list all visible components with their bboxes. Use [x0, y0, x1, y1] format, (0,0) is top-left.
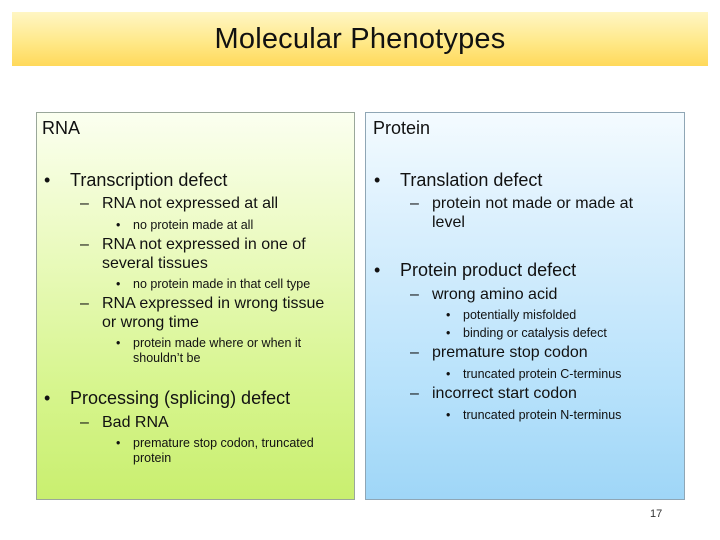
dash-marker: –	[410, 195, 419, 212]
bad-rna-item: Bad RNA	[102, 414, 169, 431]
wrong-amino-acid-item: wrong amino acid	[432, 286, 558, 303]
dash-marker: –	[410, 385, 419, 402]
incorrect-start-codon-item: incorrect start codon	[432, 385, 577, 402]
bullet-marker: •	[446, 308, 451, 322]
bullet-marker: •	[446, 367, 451, 381]
slide-title: Molecular Phenotypes	[214, 22, 506, 55]
protein-product-defect-item: Protein product defect	[400, 260, 577, 280]
protein-heading: Protein	[373, 118, 431, 138]
slide-title-bar	[12, 12, 708, 66]
transcription-defect-item: Transcription defect	[70, 170, 228, 190]
dash-marker: –	[80, 414, 89, 431]
dash-marker: –	[80, 195, 89, 212]
no-protein-item: no protein made at all	[133, 218, 254, 232]
rna-wrong-tissue-item: RNA expressed in wrong tissue	[102, 295, 325, 312]
dash-marker: –	[80, 236, 89, 253]
rna-not-expressed-tissue-item-cont: several tissues	[102, 255, 208, 272]
page-number: 17	[650, 508, 663, 520]
premature-stop-item: premature stop codon, truncated	[133, 436, 314, 450]
dash-marker: –	[80, 295, 89, 312]
rna-not-expressed-tissue-item: RNA not expressed in one of	[102, 236, 306, 253]
bullet-marker: •	[374, 170, 381, 190]
bullet-marker: •	[374, 260, 381, 280]
bullet-marker: •	[44, 388, 51, 408]
premature-stop-item-cont: protein	[133, 451, 172, 465]
binding-defect-item: binding or catalysis defect	[463, 326, 607, 340]
truncated-n-terminus-item: truncated protein N-terminus	[463, 408, 622, 422]
bullet-marker: •	[446, 326, 451, 340]
no-protein-cell-type-item: no protein made in that cell type	[133, 277, 311, 291]
bullet-marker: •	[116, 277, 121, 291]
protein-wrong-place-item-cont: shouldn’t be	[133, 351, 201, 365]
bullet-marker: •	[116, 336, 121, 350]
protein-wrong-place-item: protein made where or when it	[133, 336, 302, 350]
protein-not-made-item-cont: level	[432, 214, 465, 231]
rna-wrong-tissue-item-cont: or wrong time	[102, 314, 199, 331]
rna-heading: RNA	[42, 118, 81, 138]
bullet-marker: •	[116, 436, 121, 450]
truncated-c-terminus-item: truncated protein C-terminus	[463, 367, 622, 381]
dash-marker: –	[410, 344, 419, 361]
processing-defect-item: Processing (splicing) defect	[70, 388, 291, 408]
protein-not-made-item: protein not made or made at	[432, 195, 634, 212]
potentially-misfolded-item: potentially misfolded	[463, 308, 577, 322]
translation-defect-item: Translation defect	[400, 170, 543, 190]
dash-marker: –	[410, 286, 419, 303]
bullet-marker: •	[44, 170, 51, 190]
bullet-marker: •	[116, 218, 121, 232]
rna-not-expressed-item: RNA not expressed at all	[102, 195, 279, 212]
premature-stop-codon-item: premature stop codon	[432, 344, 588, 361]
bullet-marker: •	[446, 408, 451, 422]
